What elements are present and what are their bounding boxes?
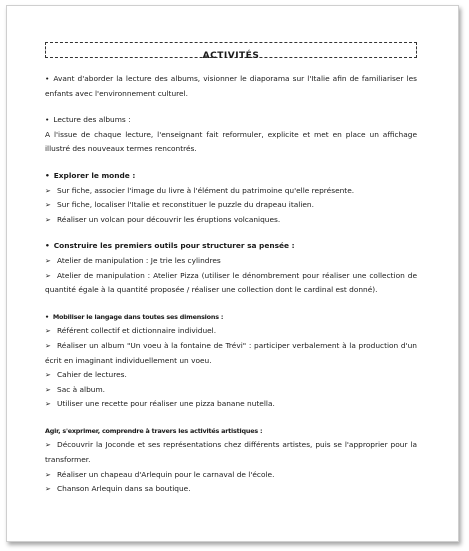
arrow-icon: ➢ — [45, 215, 51, 224]
list-item: Réaliser un chapeau d'Arlequin pour le carnaval de l'école. — [57, 469, 275, 479]
section-intro — [45, 72, 417, 101]
list-item: Sur fiche, localiser l'Italie et reconstituer le puzzle du drapeau italien. — [57, 200, 314, 210]
list-item: Utiliser une recette pour réaliser une pizza banane nutella. — [57, 399, 275, 409]
arrow-icon: ➢ — [45, 271, 51, 280]
list-item: Cahier de lectures. — [57, 370, 127, 380]
section-lecture — [45, 113, 417, 157]
arrow-icon: ➢ — [45, 371, 51, 380]
bullet-icon: • — [45, 241, 50, 251]
section-langage — [45, 310, 417, 412]
arrow-icon: ➢ — [45, 256, 51, 265]
section-text: A l'issue de chaque lecture, l'enseignant fait reformuler, explicite et met en place un affichage illustré des nouveaux termes rencontrés. — [45, 129, 417, 154]
bullet-icon: • — [45, 115, 50, 125]
list-item: Atelier de manipulation : Atelier Pizza (utiliser le dénombrement pour réaliser une collection de quantité égale à la quantité proposée / réaliser une collection dont le cardinal est donné). — [45, 270, 417, 295]
list-item: Sac à album. — [57, 384, 106, 394]
list-item: Atelier de manipulation : Je trie les cylindres — [57, 255, 221, 265]
section-construire — [45, 239, 417, 297]
section-heading: Mobiliser le langage dans toutes ses dimensions : — [52, 312, 224, 321]
section-artistiques — [45, 424, 417, 497]
arrow-icon: ➢ — [45, 441, 51, 450]
arrow-icon: ➢ — [45, 201, 51, 210]
bullet-icon: • — [45, 312, 49, 321]
bullet-icon: • — [45, 170, 50, 180]
list-item: Réaliser un volcan pour découvrir les éruptions volcaniques. — [57, 214, 281, 224]
arrow-icon: ➢ — [45, 485, 51, 494]
title-box — [45, 42, 417, 61]
page-title: ACTIVITÉS — [202, 51, 260, 61]
arrow-icon: ➢ — [45, 470, 51, 479]
list-item: Réaliser un album "Un voeu à la fontaine de Trévi" : participer verbalement à la production d'un écrit en imaginant individuellement un voeu. — [45, 340, 417, 365]
section-heading: Lecture des albums : — [53, 115, 131, 125]
list-item: Référent collectif et dictionnaire individuel. — [57, 326, 217, 336]
list-item: Chanson Arlequin dans sa boutique. — [57, 484, 191, 494]
intro-text: Avant d'aborder la lecture des albums, visionner le diaporama sur l'Italie afin de familiariser les enfants avec l'environnement culturel. — [45, 74, 417, 98]
section-heading: Agir, s'exprimer, comprendre à travers les activités artistiques : — [45, 426, 263, 435]
arrow-icon: ➢ — [45, 385, 51, 394]
section-heading: Explorer le monde : — [53, 170, 136, 180]
bullet-icon: • — [45, 74, 50, 83]
arrow-icon: ➢ — [45, 186, 51, 195]
arrow-icon: ➢ — [45, 400, 51, 409]
list-item: Découvrir la Joconde et ses représentations chez différents artistes, puis se l'approprier pour la transformer. — [45, 440, 417, 465]
arrow-icon: ➢ — [45, 341, 51, 350]
arrow-icon: ➢ — [45, 327, 51, 336]
document-page — [6, 5, 459, 542]
section-explorer — [45, 169, 417, 227]
document-content — [45, 42, 417, 497]
list-item: Sur fiche, associer l'image du livre à l'élément du patrimoine qu'elle représente. — [57, 185, 355, 195]
section-heading: Construire les premiers outils pour structurer sa pensée : — [53, 241, 295, 251]
